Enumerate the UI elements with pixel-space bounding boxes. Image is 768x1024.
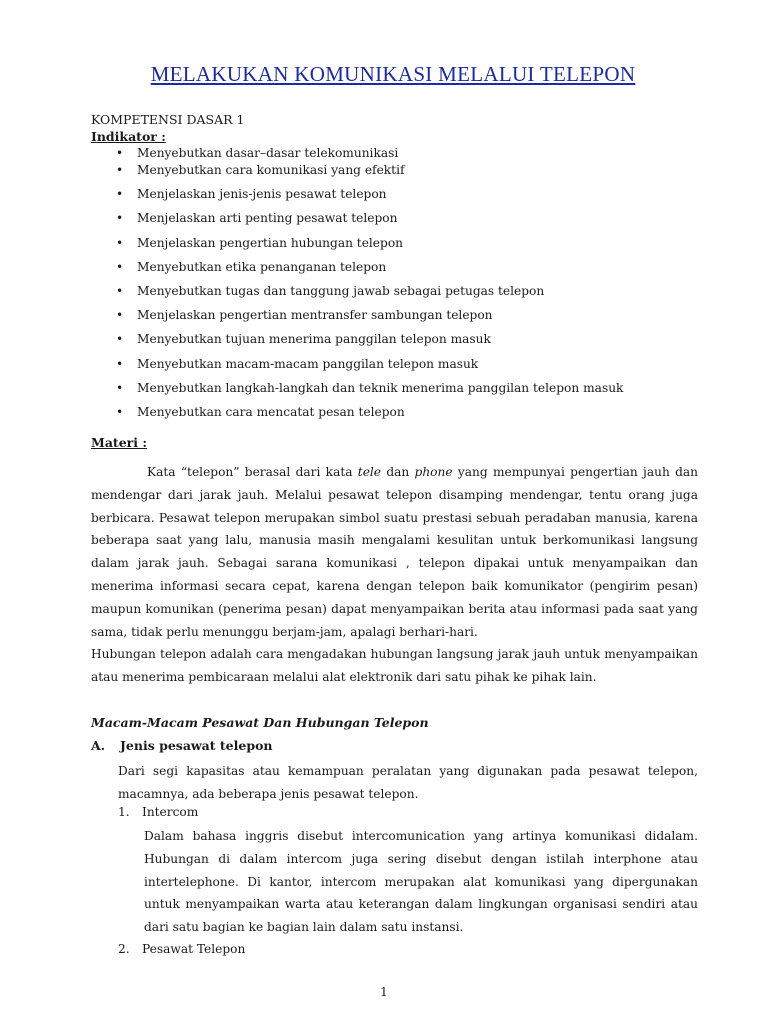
materi-heading: Materi : (91, 435, 147, 450)
bullet-icon: • (116, 187, 124, 201)
bullet-icon: • (116, 236, 124, 250)
document-title: MELAKUKAN KOMUNIKASI MELALUI TELEPON (150, 62, 636, 86)
bullet-icon: • (116, 405, 124, 419)
indikator-heading: Indikator : (91, 129, 166, 144)
bullet-icon: • (116, 381, 124, 395)
bullet-icon: • (116, 284, 124, 298)
document-page: MELAKUKAN KOMUNIKASI MELALUI TELEPON KOMPETENSI DASAR 1 Indikator : • Menyebutkan dasar–dasar telekomunikasi • Menyebutkan cara komunikasi yang efektif • Menjelaskan jenis-jenis pesawat telepon • Menjelaskan arti penting pesawat telepon • Menjelaskan pengertian hubungan telepon • Menyebutkan etika penanganan telepon • Menyebutkan tugas dan tanggung jawab sebagai petugas telepon • Menjelaskan pengertian mentransfer sambungan telepon • Menyebutkan tujuan menerima panggilan telepon masuk • Menyebutkan macam-macam panggilan telepon masuk • Menyebutkan langkah-langkah dan teknik menerima panggilan telepon masuk • Menyebutkan cara mencatat pesan telepon Materi : Kata “telepon” berasal dari kata tele dan phone yang mempunyai pengertian jauh dan mendengar dari jarak jauh. Melalui pesawat telepon disamping mendengar, tentu orang juga berbicara. Pesawat telepon merupakan simbol suatu prestasi sebuah peradaban manusia, karena beberapa saat yang lalu, manusia masih mengalami kesulitan untuk berkomunikasi langsung dalam jarak jauh. Sebagai sarana komunikasi , telepon dipakai untuk menyampaikan dan menerima informasi secara cepat, karena dengan telepon baik komunikator (pengirim pesan) maupun komunikan (penerima pesan) dapat menyampaikan berita atau informasi pada saat yang sama, tidak perlu menunggu berjam-jam, apalagi berhari-hari. Hubungan telepon adalah cara mengadakan hubungan langsung jarak jauh untuk menyampaikan atau menerima pembicaraan melalui alat elektronik dari satu pihak ke pihak lain. Macam-Macam Pesawat Dan Hubungan Telepon A. Jenis pesawat telepon Dari segi kapasitas atau kemampuan peralatan yang digunakan pada pesawat telepon, macamnya, ada beberapa jenis pesawat telepon. 1. Intercom Dalam bahasa inggris disebut intercomunication yang artinya komunikasi didalam. Hubungan di dalam intercom juga sering disebut dengan istilah interphone atau intertelephone. Di kantor, intercom merupakan alat komunikasi yang dipergunakan untuk menyampaikan warta atau keterangan dalam lingkungan organisasi sendiri atau dari satu bagian ke bagian lain dalam satu instansi. 2. Pesawat Telepon 1 (0, 0, 768, 1024)
subsection-a-intro: Dari segi kapasitas atau kemampuan peralatan yang digunakan pada pesawat telepon, macamnya, ada beberapa jenis pesawat telepon. (118, 764, 698, 801)
bullet-icon: • (116, 163, 124, 177)
subsection-label: A. (91, 738, 106, 753)
bullet-icon: • (116, 260, 124, 274)
bullet-icon: • (116, 357, 124, 371)
subsection-title: Jenis pesawat telepon (120, 738, 273, 753)
bullet-icon: • (116, 211, 124, 225)
section-heading: Macam-Macam Pesawat Dan Hubungan Telepon (91, 715, 429, 730)
page-number: 1 (380, 985, 388, 999)
intercom-paragraph: Dalam bahasa inggris disebut intercomunication yang artinya komunikasi didalam. Hubungan di dalam intercom juga sering disebut dengan istilah interphone atau intertelephone. Di kantor, intercom merupakan alat komunikasi yang dipergunakan untuk menyampaikan warta atau keterangan dalam lingkungan organisasi sendiri atau dari satu bagian ke bagian lain dalam satu instansi. (144, 829, 698, 935)
bullet-icon: • (116, 332, 124, 346)
kompetensi-heading: KOMPETENSI DASAR 1 (91, 112, 245, 127)
bullet-icon: • (116, 308, 124, 322)
materi-paragraph-2: Hubungan telepon adalah cara mengadakan hubungan langsung jarak jauh untuk menyampaikan atau menerima pembicaraan melalui alat elektronik dari satu pihak ke pihak lain. (91, 647, 698, 684)
bullet-icon: • (116, 146, 124, 160)
materi-paragraph-1: Kata “telepon” berasal dari kata tele dan phone yang mempunyai pengertian jauh dan mendengar dari jarak jauh. Melalui pesawat telepon disamping mendengar, tentu orang juga berbicara. Pesawat telepon merupakan simbol suatu prestasi sebuah peradaban manusia, karena beberapa saat yang lalu, manusia masih mengalami kesulitan untuk berkomunikasi langsung dalam jarak jauh. Sebagai sarana komunikasi , telepon dipakai untuk menyampaikan dan menerima informasi secara cepat, karena dengan telepon baik komunikator (pengirim pesan) maupun komunikan (penerima pesan) dapat menyampaikan berita atau informasi pada saat yang sama, tidak perlu menunggu berjam-jam, apalagi berhari-hari. (91, 465, 698, 639)
